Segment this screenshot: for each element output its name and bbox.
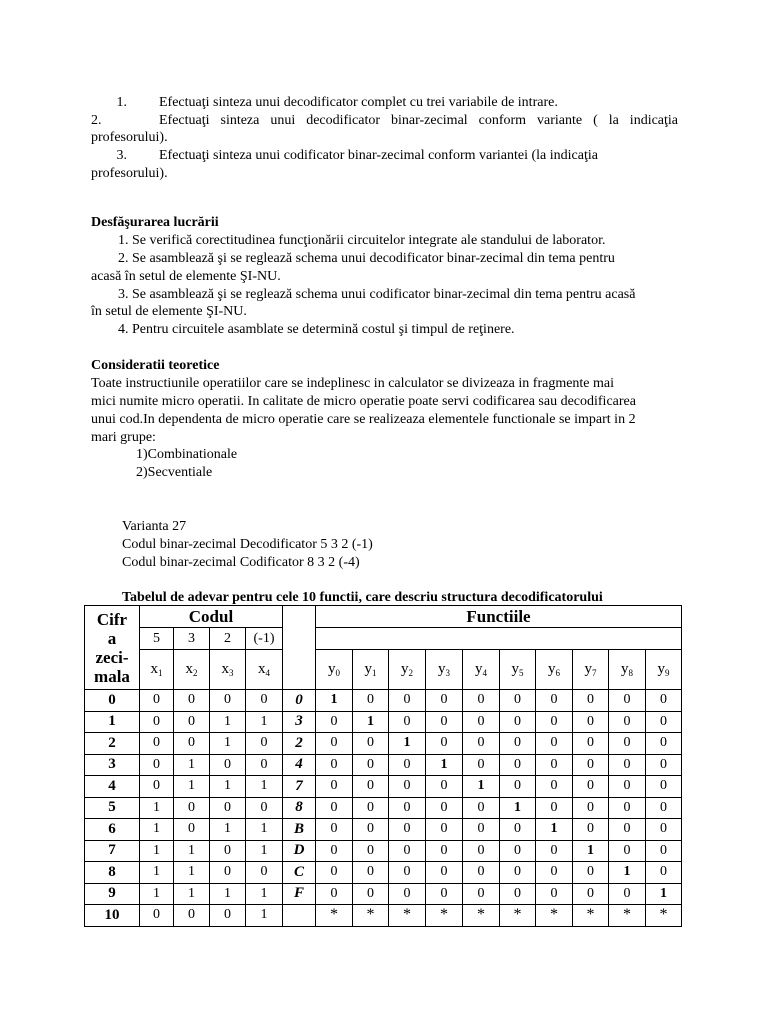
input-x1-header: $x_1$ xyxy=(140,650,174,690)
output-y3-cell: 0 xyxy=(426,862,463,884)
header-row-variables xyxy=(85,650,682,690)
output-y9-cell: 0 xyxy=(646,690,682,712)
digit-cell: 9 xyxy=(85,883,140,905)
input-x3-cell: 0 xyxy=(210,905,246,927)
output-y9-cell: 0 xyxy=(646,733,682,755)
input-x3-cell: 1 xyxy=(210,711,246,733)
table-row xyxy=(85,690,682,712)
group-sequential: 2)Secventiale xyxy=(136,465,213,480)
output-y6-cell: 0 xyxy=(536,711,573,733)
output-y3-cell: 0 xyxy=(426,840,463,862)
hex-code-cell: 8 xyxy=(283,797,316,819)
output-y5-cell: 0 xyxy=(500,883,536,905)
output-y9-cell: * xyxy=(646,905,682,927)
step-4: 4. Pentru circuitele asamblate se determină costul şi timpul de reţinere. xyxy=(118,322,515,337)
output-y9-cell: 0 xyxy=(646,754,682,776)
output-y7-cell: 0 xyxy=(573,754,609,776)
output-y1-cell: 0 xyxy=(353,754,389,776)
output-y7-cell: 0 xyxy=(573,711,609,733)
output-y0-cell: 0 xyxy=(316,883,353,905)
output-y5-cell: 0 xyxy=(500,819,536,841)
theory-line-4: mari grupe: xyxy=(91,430,156,445)
step-2-line-1: 2. Se asamblează şi se reglează schema unui decodificator binar-zecimal din tema pentru xyxy=(118,251,615,266)
output-y4-cell: 0 xyxy=(463,754,500,776)
output-y6-cell: 0 xyxy=(536,733,573,755)
digit-header-line: zeci- xyxy=(95,647,129,667)
input-x2-cell: 1 xyxy=(174,754,210,776)
output-y3-cell: 0 xyxy=(426,819,463,841)
table-caption: Tabelul de adevar pentru cele 10 functii, care descriu structura decodificatorului xyxy=(122,590,603,605)
output-y5-cell: 0 xyxy=(500,690,536,712)
input-x1-cell: 0 xyxy=(140,733,174,755)
output-y2-cell: 0 xyxy=(389,797,426,819)
section-title-desfasurare: Desfăşurarea lucrării xyxy=(91,215,219,230)
output-y9-header: $y_9$ xyxy=(646,650,682,690)
functions-blank xyxy=(316,628,682,650)
output-y4-cell: 0 xyxy=(463,690,500,712)
output-y6-cell: 0 xyxy=(536,754,573,776)
step-3-line-1: 3. Se asamblează şi se reglează schema unui codificator binar-zecimal din tema pentru acasă xyxy=(118,287,636,302)
input-x3-header: $x_3$ xyxy=(210,650,246,690)
input-x1-cell: 0 xyxy=(140,711,174,733)
output-y3-cell: 0 xyxy=(426,797,463,819)
digit-cell: 8 xyxy=(85,862,140,884)
input-x2-cell: 1 xyxy=(174,883,210,905)
input-x2-cell: 0 xyxy=(174,711,210,733)
input-x3-cell: 0 xyxy=(210,862,246,884)
input-x2-cell: 1 xyxy=(174,862,210,884)
output-y0-cell: 0 xyxy=(316,711,353,733)
output-y8-cell: 0 xyxy=(609,819,646,841)
input-x2-cell: 1 xyxy=(174,840,210,862)
table-row xyxy=(85,733,682,755)
input-x1-cell: 0 xyxy=(140,905,174,927)
output-y0-cell: 0 xyxy=(316,862,353,884)
hex-code-cell: D xyxy=(283,840,316,862)
digit-header-line: a xyxy=(107,628,117,648)
output-y0-cell: 0 xyxy=(316,776,353,798)
output-y3-cell: 0 xyxy=(426,733,463,755)
output-y5-cell: 0 xyxy=(500,733,536,755)
table-row xyxy=(85,776,682,798)
output-y3-cell: 1 xyxy=(426,754,463,776)
output-y1-cell: 0 xyxy=(353,733,389,755)
task-3-line-1 xyxy=(91,147,598,165)
output-y4-cell: 0 xyxy=(463,797,500,819)
output-y6-cell: 1 xyxy=(536,819,573,841)
output-y7-cell: 0 xyxy=(573,776,609,798)
hex-code-cell: 3 xyxy=(283,711,316,733)
header-row-1 xyxy=(85,606,682,628)
hex-code-cell: B xyxy=(283,819,316,841)
task-text: Efectuaţi sinteza unui codificator binar-zecimal conform variantei (la indicaţia xyxy=(159,148,598,163)
weight-5: 5 xyxy=(140,628,174,650)
output-y4-header: $y_4$ xyxy=(463,650,500,690)
output-y4-cell: 0 xyxy=(463,733,500,755)
output-y2-cell: 0 xyxy=(389,840,426,862)
output-y9-cell: 0 xyxy=(646,840,682,862)
weight-minus-1: (-1) xyxy=(246,628,283,650)
digit-cell: 6 xyxy=(85,819,140,841)
spacer-cell xyxy=(283,650,316,690)
task-1 xyxy=(91,94,558,112)
variant-encoder: Codul binar-zecimal Codificator 8 3 2 (-4) xyxy=(122,555,360,570)
hex-code-cell: C xyxy=(283,862,316,884)
output-y5-cell: 0 xyxy=(500,840,536,862)
table-row xyxy=(85,711,682,733)
output-y0-cell: 0 xyxy=(316,733,353,755)
output-y2-cell: 0 xyxy=(389,862,426,884)
input-x2-cell: 0 xyxy=(174,797,210,819)
table-row xyxy=(85,840,682,862)
output-y0-header: $y_0$ xyxy=(316,650,353,690)
output-y4-cell: 0 xyxy=(463,862,500,884)
output-y0-cell: 0 xyxy=(316,754,353,776)
output-y9-cell: 0 xyxy=(646,776,682,798)
step-3-line-2: în setul de elemente ŞI-NU. xyxy=(91,304,247,319)
output-y1-cell: 0 xyxy=(353,690,389,712)
output-y2-cell: 0 xyxy=(389,776,426,798)
step-1: 1. Se verifică corectitudinea funcţionării circuitelor integrate ale standului de laborator. xyxy=(118,233,606,248)
task-3-line-2: profesorului). xyxy=(91,166,168,181)
output-y4-cell: 0 xyxy=(463,819,500,841)
table-row xyxy=(85,819,682,841)
output-y3-cell: 0 xyxy=(426,711,463,733)
output-y8-cell: 1 xyxy=(609,862,646,884)
hex-code-cell: 7 xyxy=(283,776,316,798)
theory-line-3: unui cod.In dependenta de micro operatie care se realizeaza elementele functionale se impart in 2 xyxy=(91,412,636,427)
output-y8-cell: 0 xyxy=(609,840,646,862)
input-x1-cell: 1 xyxy=(140,797,174,819)
output-y6-cell: 0 xyxy=(536,690,573,712)
output-y1-cell: 0 xyxy=(353,862,389,884)
input-x4-cell: 1 xyxy=(246,905,283,927)
output-y8-header: $y_8$ xyxy=(609,650,646,690)
table-row xyxy=(85,797,682,819)
output-y8-cell: 0 xyxy=(609,883,646,905)
variant-title: Varianta 27 xyxy=(122,519,187,534)
output-y7-cell: 0 xyxy=(573,883,609,905)
output-y3-header: $y_3$ xyxy=(426,650,463,690)
input-x4-cell: 0 xyxy=(246,733,283,755)
input-x1-cell: 0 xyxy=(140,754,174,776)
output-y7-cell: 0 xyxy=(573,733,609,755)
output-y4-cell: 0 xyxy=(463,711,500,733)
output-y4-cell: 1 xyxy=(463,776,500,798)
output-y1-cell: 1 xyxy=(353,711,389,733)
input-x4-cell: 0 xyxy=(246,690,283,712)
hex-code-cell: 4 xyxy=(283,754,316,776)
output-y6-header: $y_6$ xyxy=(536,650,573,690)
output-y1-cell: 0 xyxy=(353,840,389,862)
weight-3: 3 xyxy=(174,628,210,650)
output-y2-cell: 0 xyxy=(389,711,426,733)
input-x4-cell: 1 xyxy=(246,819,283,841)
output-y6-cell: 0 xyxy=(536,797,573,819)
input-x4-cell: 1 xyxy=(246,883,283,905)
digit-cell: 3 xyxy=(85,754,140,776)
output-y0-cell: 0 xyxy=(316,797,353,819)
output-y0-cell: * xyxy=(316,905,353,927)
table-row xyxy=(85,862,682,884)
output-y2-cell: 0 xyxy=(389,883,426,905)
weight-2: 2 xyxy=(210,628,246,650)
hex-code-cell: 2 xyxy=(283,733,316,755)
output-y1-cell: 0 xyxy=(353,819,389,841)
input-x1-cell: 1 xyxy=(140,840,174,862)
functions-header: Functiile xyxy=(316,606,682,628)
output-y8-cell: * xyxy=(609,905,646,927)
output-y3-cell: 0 xyxy=(426,883,463,905)
output-y5-cell: 1 xyxy=(500,797,536,819)
output-y1-cell: 0 xyxy=(353,776,389,798)
digit-cell: 1 xyxy=(85,711,140,733)
output-y6-cell: 0 xyxy=(536,883,573,905)
input-x1-cell: 1 xyxy=(140,883,174,905)
output-y2-cell: 0 xyxy=(389,690,426,712)
task-number: 1. xyxy=(116,95,127,110)
task-number: 3. xyxy=(116,148,127,163)
task-2-line-2: profesorului). xyxy=(91,130,168,145)
input-x3-cell: 1 xyxy=(210,776,246,798)
output-y1-cell: 0 xyxy=(353,883,389,905)
input-x2-header: $x_2$ xyxy=(174,650,210,690)
output-y6-cell: 0 xyxy=(536,862,573,884)
digit-cell: 7 xyxy=(85,840,140,862)
output-y1-header: $y_1$ xyxy=(353,650,389,690)
digit-header xyxy=(85,606,140,690)
output-y2-cell: 0 xyxy=(389,819,426,841)
code-header: Codul xyxy=(140,606,283,628)
table-row xyxy=(85,883,682,905)
output-y8-cell: 0 xyxy=(609,711,646,733)
output-y2-cell: * xyxy=(389,905,426,927)
theory-line-1: Toate instructiunile operatiilor care se indeplinesc in calculator se divizeaza in fragmente mai xyxy=(91,376,615,391)
task-2-line-1 xyxy=(91,112,678,130)
input-x4-cell: 0 xyxy=(246,754,283,776)
input-x1-cell: 1 xyxy=(140,819,174,841)
output-y7-cell: 0 xyxy=(573,797,609,819)
output-y8-cell: 0 xyxy=(609,797,646,819)
output-y8-cell: 0 xyxy=(609,776,646,798)
input-x3-cell: 1 xyxy=(210,733,246,755)
input-x2-cell: 0 xyxy=(174,733,210,755)
output-y2-header: $y_2$ xyxy=(389,650,426,690)
truth-table xyxy=(84,605,682,927)
output-y9-cell: 1 xyxy=(646,883,682,905)
input-x2-cell: 0 xyxy=(174,819,210,841)
output-y7-cell: 0 xyxy=(573,862,609,884)
digit-header-line: Cifr xyxy=(96,609,128,629)
digit-cell: 5 xyxy=(85,797,140,819)
task-text: Efectuaţi sinteza unui decodificator binar-zecimal conform variante ( la indicaţia xyxy=(159,113,678,128)
output-y5-cell: 0 xyxy=(500,754,536,776)
digit-cell: 0 xyxy=(85,690,140,712)
output-y6-cell: * xyxy=(536,905,573,927)
output-y6-cell: 0 xyxy=(536,840,573,862)
section-title-consideratii: Consideratii teoretice xyxy=(91,358,220,373)
output-y3-cell: 0 xyxy=(426,690,463,712)
output-y5-cell: * xyxy=(500,905,536,927)
input-x4-header: $x_4$ xyxy=(246,650,283,690)
digit-cell: 10 xyxy=(85,905,140,927)
input-x2-cell: 0 xyxy=(174,905,210,927)
input-x1-cell: 1 xyxy=(140,862,174,884)
output-y9-cell: 0 xyxy=(646,797,682,819)
output-y5-cell: 0 xyxy=(500,776,536,798)
hex-code-cell xyxy=(283,905,316,927)
output-y4-cell: 0 xyxy=(463,840,500,862)
input-x3-cell: 1 xyxy=(210,883,246,905)
digit-cell: 2 xyxy=(85,733,140,755)
output-y4-cell: 0 xyxy=(463,883,500,905)
task-number: 2. xyxy=(91,113,102,128)
output-y7-cell: * xyxy=(573,905,609,927)
input-x3-cell: 1 xyxy=(210,819,246,841)
output-y9-cell: 0 xyxy=(646,819,682,841)
variant-decoder: Codul binar-zecimal Decodificator 5 3 2 (-1) xyxy=(122,537,373,552)
input-x4-cell: 1 xyxy=(246,840,283,862)
output-y2-cell: 1 xyxy=(389,733,426,755)
task-text: Efectuaţi sinteza unui decodificator complet cu trei variabile de intrare. xyxy=(159,95,558,110)
output-y1-cell: 0 xyxy=(353,797,389,819)
digit-header-line: mala xyxy=(94,666,130,686)
output-y0-cell: 1 xyxy=(316,690,353,712)
input-x4-cell: 0 xyxy=(246,797,283,819)
output-y0-cell: 0 xyxy=(316,819,353,841)
output-y7-cell: 1 xyxy=(573,840,609,862)
output-y8-cell: 0 xyxy=(609,690,646,712)
input-x4-cell: 1 xyxy=(246,776,283,798)
output-y2-cell: 0 xyxy=(389,754,426,776)
output-y5-header: $y_5$ xyxy=(500,650,536,690)
output-y7-header: $y_7$ xyxy=(573,650,609,690)
output-y9-cell: 0 xyxy=(646,711,682,733)
output-y8-cell: 0 xyxy=(609,733,646,755)
output-y8-cell: 0 xyxy=(609,754,646,776)
output-y5-cell: 0 xyxy=(500,711,536,733)
table-row xyxy=(85,905,682,927)
input-x3-cell: 0 xyxy=(210,690,246,712)
table-row xyxy=(85,754,682,776)
hex-code-cell: F xyxy=(283,883,316,905)
output-y9-cell: 0 xyxy=(646,862,682,884)
header-row-weights xyxy=(85,628,682,650)
group-combinational: 1)Combinationale xyxy=(136,447,238,462)
input-x2-cell: 0 xyxy=(174,690,210,712)
input-x1-cell: 0 xyxy=(140,776,174,798)
input-x2-cell: 1 xyxy=(174,776,210,798)
output-y3-cell: 0 xyxy=(426,776,463,798)
output-y7-cell: 0 xyxy=(573,819,609,841)
output-y5-cell: 0 xyxy=(500,862,536,884)
output-y7-cell: 0 xyxy=(573,690,609,712)
input-x3-cell: 0 xyxy=(210,754,246,776)
theory-line-2: mici numite micro operatii. In calitate de micro operatie poate servi codificarea sau decodificarea xyxy=(91,394,636,409)
input-x1-cell: 0 xyxy=(140,690,174,712)
input-x4-cell: 1 xyxy=(246,711,283,733)
input-x4-cell: 0 xyxy=(246,862,283,884)
output-y6-cell: 0 xyxy=(536,776,573,798)
digit-cell: 4 xyxy=(85,776,140,798)
output-y4-cell: * xyxy=(463,905,500,927)
hex-code-cell: 0 xyxy=(283,690,316,712)
input-x3-cell: 0 xyxy=(210,840,246,862)
spacer-cell xyxy=(283,606,316,628)
output-y0-cell: 0 xyxy=(316,840,353,862)
spacer-cell xyxy=(283,628,316,650)
output-y3-cell: * xyxy=(426,905,463,927)
step-2-line-2: acasă în setul de elemente ŞI-NU. xyxy=(91,269,281,284)
output-y1-cell: * xyxy=(353,905,389,927)
input-x3-cell: 0 xyxy=(210,797,246,819)
